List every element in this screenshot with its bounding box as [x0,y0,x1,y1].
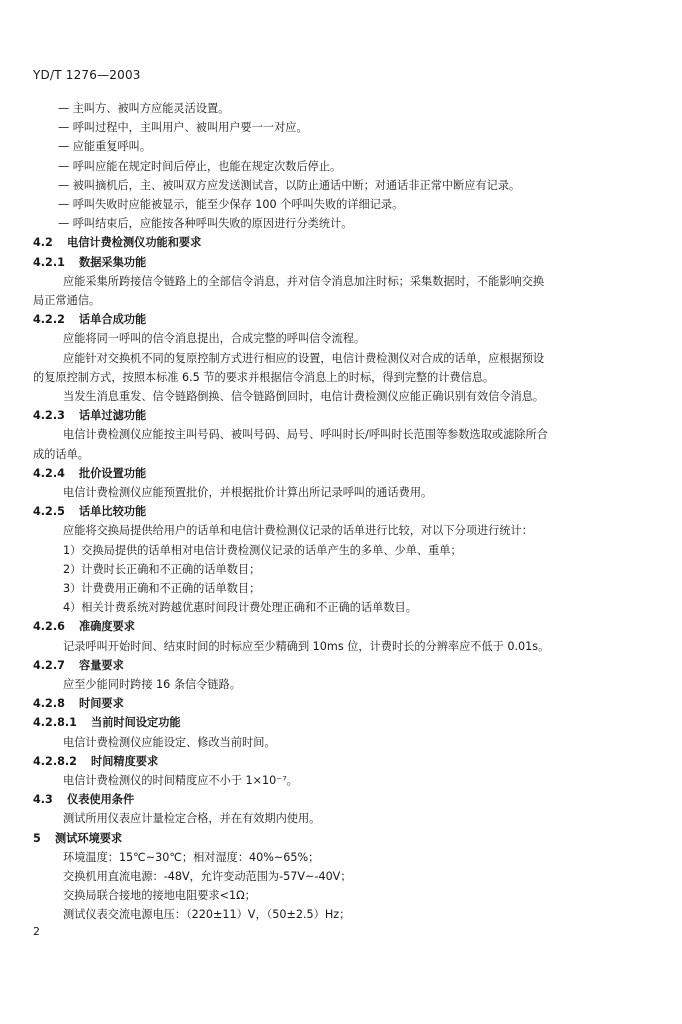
section-heading-4-2-4 [33,464,682,484]
list-item: 3）计费费用正确和不正确的话单数目； [63,582,261,595]
paragraph-line: 局正常通信。 [33,294,101,307]
paragraph-line: 测试所用仪表应计量检定合格，并在有效期内使用。 [63,812,321,826]
section-number: 4.2.6 [33,620,65,634]
section-title: 容量要求 [79,658,124,672]
paragraph-line: 交换局联合接地的接地电阻要求<1Ω； [63,889,256,903]
list-item: 4）相关计费系统对跨越优惠时间段计费处理正确和不正确的话单数目。 [63,601,417,615]
section-title: 数据采集功能 [79,255,147,269]
section-number: 4.2.3 [33,409,65,423]
requirement-item: — 被叫摘机后，主、被叫双方应发送测试音，以防止通话中断；对通话非正常中断应有记录。 [58,178,521,192]
requirement-item: — 呼叫过程中，主叫用户、被叫用户要一一对应。 [58,121,308,135]
section-number: 5 [33,831,41,845]
paragraph-line: 测试仪表交流电源电压：（220±11）V，（50±2.5）Hz； [63,908,351,922]
section-heading-5 [33,829,682,849]
section-heading-4-2-8-1 [33,713,682,733]
paragraph-line: 环境温度：15℃~30℃；相对湿度：40%~65%； [63,850,320,864]
paragraph-line: 电信计费检测仪的时间精度应不小于 1×10⁻⁷。 [63,774,298,787]
section-number: 4.2.1 [33,255,65,269]
section-title: 测试环境要求 [55,831,123,845]
paragraph-line: 应能将同一呼叫的信令消息提出，合成完整的呼叫信令流程。 [63,332,366,346]
requirement-item: — 呼叫应能在规定时间后停止，也能在规定次数后停止。 [58,159,342,173]
paragraph-line: 当发生消息重发、信令链路倒换、信令链路倒回时，电信计费检测仪应能正确识别有效信令消息。 [63,390,545,403]
requirement-item: — 呼叫失败时应能被显示，能至少保存 100 个呼叫失败的详细记录。 [58,198,404,211]
section-title: 电信计费检测仪功能和要求 [67,236,202,250]
section-heading-4-2-7 [33,656,682,676]
section-number: 4.2.2 [33,313,65,327]
section-title: 当前时间设定功能 [91,716,181,730]
list-item: 1）交换局提供的话单相对电信计费检测仪记录的话单产生的多单、少单、重单； [63,543,462,557]
list-item: 2）计费时长正确和不正确的话单数目； [63,562,261,576]
paragraph-line: 应能针对交换机不同的复原控制方式进行相应的设置，电信计费检测仪对合成的话单，应根据预设 [63,351,545,365]
section-heading-4-3 [33,790,682,810]
section-title: 批价设置功能 [79,466,147,480]
paragraph-line: 应能将交换局提供给用户的话单和电信计费检测仪记录的话单进行比较，对以下分项进行统计： [63,524,533,538]
section-title: 话单比较功能 [79,505,147,519]
requirement-item: — 应能重复呼叫。 [58,140,152,154]
section-title: 时间精度要求 [91,754,159,768]
section-title: 仪表使用条件 [67,793,135,807]
section-heading-4-2-2 [33,310,682,330]
paragraph-line: 电信计费检测仪应能预置批价，并根据批价计算出所记录呼叫的通话费用。 [63,486,433,499]
section-heading-4-2-1 [33,253,682,273]
paragraph-line: 应能采集所跨接信令链路上的全部信令消息，并对信令消息加注时标；采集数据时，不能影响交换 [63,274,545,288]
section-number: 4.2.5 [33,505,65,519]
section-title: 时间要求 [79,697,124,711]
section-heading-4-2-3 [33,406,682,426]
section-heading-4-2-8 [33,694,682,714]
standard-code: YD/T 1276—2003 [33,68,141,82]
paragraph-line: 电信计费检测仪应能按主叫号码、被叫号码、局号、呼叫时长/呼叫时长范围等参数选取或滤除所合 [63,428,548,442]
section-number: 4.2.7 [33,658,65,672]
section-number: 4.3 [33,793,53,807]
section-heading-4-2-5 [33,502,682,522]
section-number: 4.2.8.1 [33,716,77,730]
section-title: 话单合成功能 [79,313,147,327]
requirement-item: — 主叫方、被叫方应能灵活设置。 [58,102,230,115]
page-number: 2 [33,925,40,938]
section-heading-4-2-8-2 [33,752,682,772]
paragraph-line: 成的话单。 [33,447,89,461]
requirement-item: — 呼叫结束后，应能按各种呼叫失败的原因进行分类统计。 [58,217,353,231]
section-title: 准确度要求 [79,620,135,634]
paragraph-line: 记录呼叫开始时间、结束时间的时标应至少精确到 10ms 位，计费时长的分辨率应不低于 0.01s。 [63,639,550,653]
paragraph-line: 交换机用直流电源：-48V，允许变动范围为-57V~-40V； [63,870,352,883]
section-title: 话单过滤功能 [79,409,147,423]
section-number: 4.2 [33,236,53,250]
paragraph-line: 应至少能同时跨接 16 条信令链路。 [63,678,241,691]
section-heading-4-2-6 [33,617,682,637]
section-number: 4.2.8.2 [33,754,77,768]
paragraph-line: 电信计费检测仪应能设定、修改当前时间。 [63,735,276,749]
section-heading-4-2 [33,233,682,253]
paragraph-line: 的复原控制方式，按照本标准 6.5 节的要求并根据信令消息上的时标，得到完整的计费信息。 [33,370,495,384]
section-number: 4.2.4 [33,466,65,480]
section-number: 4.2.8 [33,697,65,711]
